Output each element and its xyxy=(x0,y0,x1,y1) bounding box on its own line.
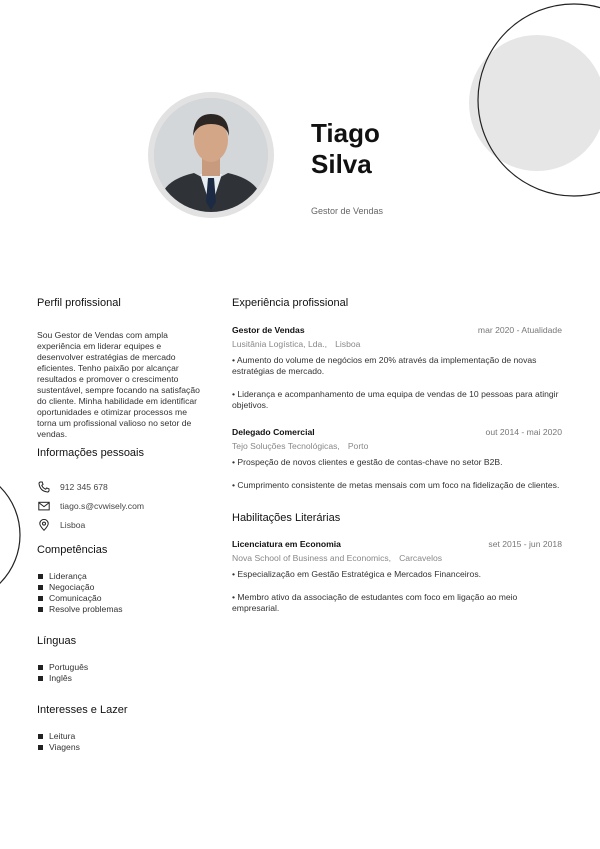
phone-icon xyxy=(38,481,50,493)
education-bullet: • Membro ativo da associação de estudantes com foco em ligação ao meio empresarial. xyxy=(232,592,518,613)
profile-text: Sou Gestor de Vendas com ampla experiência em liderar equipes e desenvolver estratégias de mercado eficientes. Tenho paixão por alcançar resultados e promover o crescimento sustentável, sempre focando na satisfação do cliente. Minha habilidade em identificar oportunidades e otimizar processos me torna um profissional valioso no setor de vendas. xyxy=(37,330,200,439)
skill-item: Comunicação xyxy=(37,593,207,604)
first-name: Tiago xyxy=(311,118,380,148)
degree-dates: set 2015 - jun 2018 xyxy=(488,539,562,549)
experience-entry xyxy=(232,325,562,411)
profile-photo xyxy=(154,98,268,212)
job-bullet: • Aumento do volume de negócios em 20% através da implementação de novas estratégias de mercado. xyxy=(232,355,537,376)
experience-entry xyxy=(232,427,562,491)
job-title: Gestor de Vendas xyxy=(311,206,384,216)
skills-section xyxy=(37,544,207,615)
skill-item: Liderança xyxy=(37,571,207,582)
mail-icon xyxy=(38,500,50,512)
experience-heading: Experiência profissional xyxy=(232,297,349,309)
company-city: Lisboa xyxy=(335,339,361,349)
avatar xyxy=(148,92,274,218)
interests-heading: Interesses e Lazer xyxy=(37,704,128,716)
email-text: tiago.s@cvwisely.com xyxy=(60,500,145,511)
job-bullet: • Liderança e acompanhamento de uma equipa de vendas de 10 pessoas para atingir objetivos. xyxy=(232,389,559,410)
company-city: Porto xyxy=(347,441,369,451)
left-outline-circle xyxy=(0,467,20,603)
job-dates: out 2014 - mai 2020 xyxy=(485,427,562,437)
company-line xyxy=(232,441,562,451)
skill-item: Negociação xyxy=(37,582,207,593)
job-dates: mar 2020 - Atualidade xyxy=(477,325,562,335)
experience-section xyxy=(232,297,562,309)
school-city: Carcavelos xyxy=(399,553,443,563)
school-line xyxy=(232,553,562,563)
languages-section xyxy=(37,635,207,684)
interest-item: Viagens xyxy=(37,742,207,753)
education-bullet: • Especialização em Gestão Estratégica e Mercados Financeiros. xyxy=(232,569,482,579)
language-item: Português xyxy=(37,662,207,673)
degree-name: Licenciatura em Economia xyxy=(232,539,341,549)
contact-location xyxy=(37,515,207,534)
education-section xyxy=(232,512,562,524)
job-bullet: • Cumprimento consistente de metas mensais com um foco na fidelização de clientes. xyxy=(232,480,560,490)
profile-section xyxy=(37,297,207,440)
education-entry xyxy=(232,539,562,614)
languages-heading: Línguas xyxy=(37,635,77,647)
phone-text: 912 345 678 xyxy=(60,481,108,492)
job-role: Delegado Comercial xyxy=(232,427,315,437)
skills-heading: Competências xyxy=(37,544,108,556)
company-name: Tejo Soluções Tecnológicas, xyxy=(232,441,340,451)
job-role: Gestor de Vendas xyxy=(232,325,305,335)
location-pin-icon xyxy=(38,519,50,531)
interests-section xyxy=(37,704,207,753)
company-name: Lusitânia Logística, Lda., xyxy=(232,339,328,349)
skill-item: Resolve problemas xyxy=(37,604,207,615)
interest-item: Leitura xyxy=(37,731,207,742)
education-heading: Habilitações Literárias xyxy=(232,512,341,524)
contact-email xyxy=(37,496,207,515)
school-name: Nova School of Business and Economics, xyxy=(232,553,392,563)
company-line xyxy=(232,339,562,349)
personal-info-section xyxy=(37,447,207,534)
location-text: Lisboa xyxy=(60,519,86,530)
full-name xyxy=(311,118,380,180)
last-name: Silva xyxy=(311,149,372,179)
job-bullet: • Prospeção de novos clientes e gestão de contas-chave no setor B2B. xyxy=(232,457,503,467)
profile-heading: Perfil profissional xyxy=(37,297,121,309)
personal-info-heading: Informações pessoais xyxy=(37,447,144,459)
contact-phone xyxy=(37,477,207,496)
language-item: Inglês xyxy=(37,673,207,684)
